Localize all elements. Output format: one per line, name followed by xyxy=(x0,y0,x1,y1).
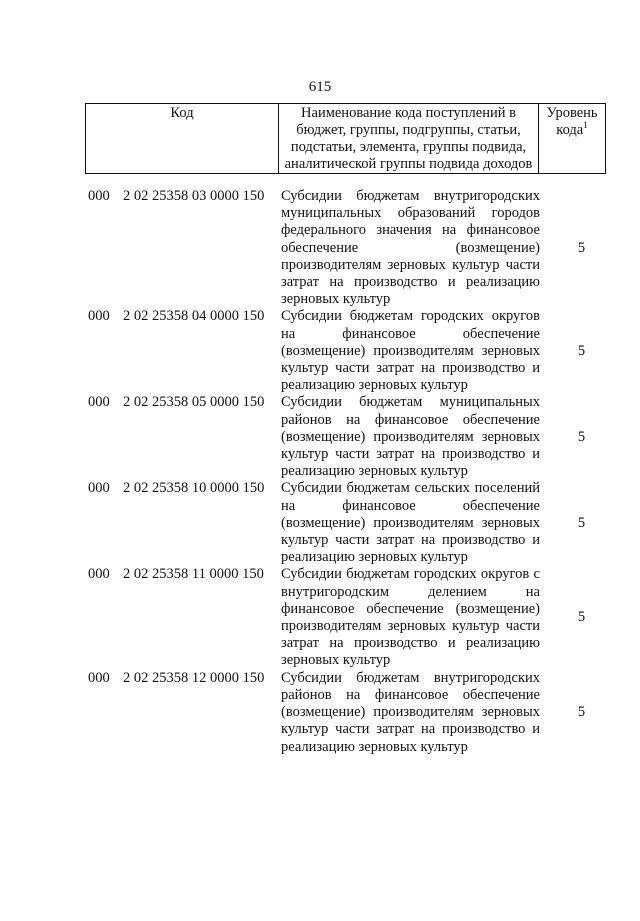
table-row xyxy=(85,670,605,756)
row-description: Субсидии бюджетам муниципальных районов на финансовое обеспечение (возмещение) производителям зерновых культур части затрат на производство и реализацию зерновых культур xyxy=(281,394,540,480)
page-number: 615 xyxy=(308,79,332,95)
row-description: Субсидии бюджетам сельских поселений на финансовое обеспечение (возмещение) производителям зерновых культур части затрат на производство и реализацию зерновых культур xyxy=(281,480,540,566)
row-code: 2 02 25358 11 0000 150 xyxy=(123,566,264,583)
row-prefix: 000 xyxy=(88,480,110,497)
row-description: Субсидии бюджетам городских округов на финансовое обеспечение (возмещение) производителям зерновых культур части затрат на производство и реализацию зерновых культур xyxy=(281,308,540,394)
code-list xyxy=(85,188,605,756)
table-row xyxy=(85,188,605,308)
table-row xyxy=(85,480,605,566)
row-code: 2 02 25358 03 0000 150 xyxy=(123,188,265,204)
row-code: 2 02 25358 12 0000 150 xyxy=(123,669,265,686)
header-level: Уровень кода$^1$ xyxy=(539,104,606,174)
row-prefix: 000 xyxy=(88,669,110,686)
row-description: Субсидии бюджетам внутригородских муниципальных образований городов федерального значения на финансовое обеспечение (возмещение) производителям зерновых культур части затрат на производство и реализацию зерновых культур xyxy=(281,188,540,308)
row-description: Субсидии бюджетам внутригородских районов на финансовое обеспечение (возмещение) производителям зерновых культур части затрат на производство и реализацию зерновых культур xyxy=(281,669,540,755)
footnote-marker: 1 xyxy=(583,120,588,130)
row-prefix: 000 xyxy=(88,188,110,204)
row-level: 5 xyxy=(577,428,586,445)
row-prefix: 000 xyxy=(88,308,110,325)
row-prefix: 000 xyxy=(88,394,110,411)
row-code: 2 02 25358 05 0000 150 xyxy=(123,394,265,411)
header-name: Наименование кода поступлений в бюджет, группы, подгруппы, статьи, подстатьи, элемента, группы подвида, аналитической группы подвида доходов xyxy=(279,104,539,174)
row-level: 5 xyxy=(577,342,586,359)
row-description: Субсидии бюджетам городских округов с внутригородским делением на финансовое обеспечение (возмещение) производителям зерновых культур части затрат на производство и реализацию зерновых культур xyxy=(281,566,540,669)
table-row xyxy=(85,566,605,669)
row-level: 5 xyxy=(577,239,586,256)
table-row xyxy=(85,394,605,480)
header-code: Код xyxy=(86,104,279,174)
row-code: 2 02 25358 10 0000 150 xyxy=(123,480,265,497)
row-level: 5 xyxy=(577,704,586,721)
row-code: 2 02 25358 04 0000 150 xyxy=(123,308,265,325)
table-row xyxy=(85,308,605,394)
row-level: 5 xyxy=(577,514,586,531)
table-header xyxy=(85,103,606,174)
row-prefix: 000 xyxy=(88,566,110,583)
row-level: 5 xyxy=(577,609,586,626)
